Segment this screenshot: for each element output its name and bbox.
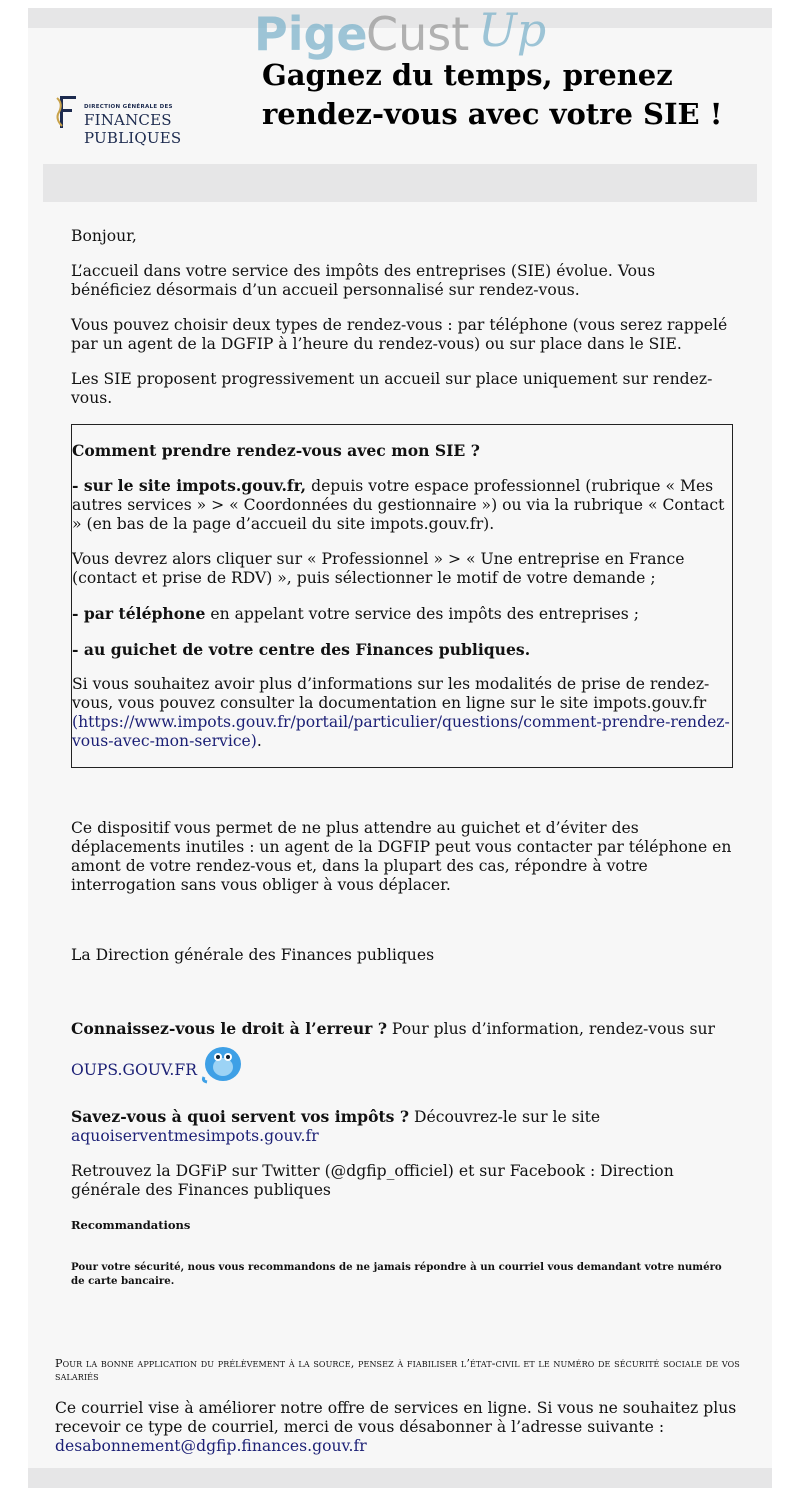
box-click: Vous devrez alors cliquer sur « Professionnel » > « Une entreprise en France (contact et prise de RDV) », puis sélectionner le motif de votre demande ; bbox=[72, 550, 685, 587]
box-info-end: . bbox=[256, 732, 262, 750]
box-phone-bold: - par téléphone bbox=[72, 604, 206, 623]
watermark-right: Cust bbox=[366, 7, 470, 61]
unsub-text: Ce courriel vise à améliorer notre offre de services en ligne. Si vous ne souhaitez plus recevoir ce type de courriel, merci de vous désabonner à l’adresse suivante : bbox=[55, 1399, 737, 1436]
watermark-left: Pige bbox=[254, 7, 368, 61]
greeting: Bonjour, bbox=[71, 227, 137, 245]
unsubscribe-link[interactable]: desabonnement@dgfip.finances.gouv.fr bbox=[55, 1437, 367, 1455]
footer-smallcaps: Pour la bonne application du prélèvement à la source, pensez à fiabiliser l’état-civil et le numéro de sécurité sociale de vos salariés bbox=[55, 1357, 740, 1383]
dgfip-logo bbox=[54, 94, 254, 147]
box-site-rest: depuis votre espace professionnel (rubrique « Mes autres services » > « Coordonnées du gestionnaire ») ou via la rubrique « Contact » (en bas de la page d’accueil du site impots.gouv.fr). bbox=[72, 477, 725, 533]
droit-rest: Pour plus d’information, rendez-vous sur bbox=[386, 1020, 715, 1038]
aquoiservent-link[interactable]: aquoiserventmesimpots.gouv.fr bbox=[71, 1127, 319, 1145]
impots-rest: Découvrez-le sur le site bbox=[409, 1108, 601, 1126]
footer-unsubscribe bbox=[55, 1399, 755, 1456]
oups-link[interactable]: OUPS.GOUV.FR bbox=[71, 1061, 197, 1079]
paragraph-accueil: L’accueil dans votre service des impôts des entreprises (SIE) évolue. Vous bénéficiez désormais d’un accueil personnalisé sur rendez-vous. bbox=[71, 262, 656, 299]
email-body bbox=[71, 227, 733, 1304]
blue-fish-icon[interactable] bbox=[201, 1045, 243, 1085]
headline-line-2: rendez-vous avec votre SIE ! bbox=[262, 97, 723, 131]
box-site bbox=[72, 476, 732, 534]
impots-bold: Savez-vous à quoi servent vos impôts ? bbox=[71, 1107, 410, 1126]
info-box bbox=[71, 424, 733, 768]
box-phone bbox=[72, 604, 732, 624]
reco-title: Recommandations bbox=[71, 1218, 191, 1232]
footer bbox=[55, 1357, 755, 1456]
marianne-f-icon bbox=[54, 94, 82, 130]
box-site-bold: - sur le site impots.gouv.fr, bbox=[72, 476, 307, 495]
box-guichet: - au guichet de votre centre des Finances publiques. bbox=[72, 640, 531, 659]
headline bbox=[262, 56, 762, 134]
logo-line-small: DIRECTION GÉNÉRALE DES bbox=[84, 104, 173, 110]
impots-rdv-link[interactable]: (https://www.impots.gouv.fr/portail/particulier/questions/comment-prendre-rendez-vous-avec-mon-service) bbox=[72, 713, 730, 750]
header-band bbox=[43, 164, 757, 202]
box-phone-rest: en appelant votre service des impôts des entreprises ; bbox=[205, 605, 639, 623]
box-info bbox=[72, 675, 732, 751]
paragraph-social: Retrouvez la DGFiP sur Twitter (@dgfip_officiel) et sur Facebook : Direction générale des Finances publiques bbox=[71, 1162, 674, 1199]
bottom-band bbox=[28, 1468, 772, 1488]
paragraph-progressif: Les SIE proposent progressivement un accueil sur place uniquement sur rendez-vous. bbox=[71, 370, 713, 407]
logo-line-big: FINANCES PUBLIQUES bbox=[84, 111, 182, 147]
paragraph-droit bbox=[71, 1019, 733, 1039]
signature: La Direction générale des Finances publiques bbox=[71, 946, 435, 964]
box-info-text: Si vous souhaitez avoir plus d’informations sur les modalités de prise de rendez-vous, vous pouvez consulter la documentation en ligne sur le site impots.gouv.fr bbox=[72, 675, 710, 712]
oups-line bbox=[71, 1051, 733, 1091]
paragraph-dispositif: Ce dispositif vous permet de ne plus attendre au guichet et d’éviter des déplacements inutiles : un agent de la DGFIP peut vous contacter par téléphone en amont de votre rendez-vous et, dans la plupart des cas, répondre à votre interrogation sans vous obliger à vous déplacer. bbox=[71, 819, 732, 894]
paragraph-types: Vous pouvez choisir deux types de rendez-vous : par téléphone (vous serez rappelé par un agent de la DGFIP à l’heure du rendez-vous) ou sur place dans le SIE. bbox=[71, 316, 728, 353]
email-sheet bbox=[28, 3, 772, 1488]
paragraph-impots bbox=[71, 1107, 733, 1146]
box-title: Comment prendre rendez-vous avec mon SIE ? bbox=[72, 441, 480, 460]
watermark-up: Up bbox=[478, 3, 547, 57]
reco-text: Pour votre sécurité, nous vous recommandons de ne jamais répondre à un courriel vous demandant votre numéro de carte bancaire. bbox=[71, 1261, 722, 1287]
headline-line-1: Gagnez du temps, prenez bbox=[262, 58, 673, 92]
droit-bold: Connaissez-vous le droit à l’erreur ? bbox=[71, 1019, 387, 1038]
